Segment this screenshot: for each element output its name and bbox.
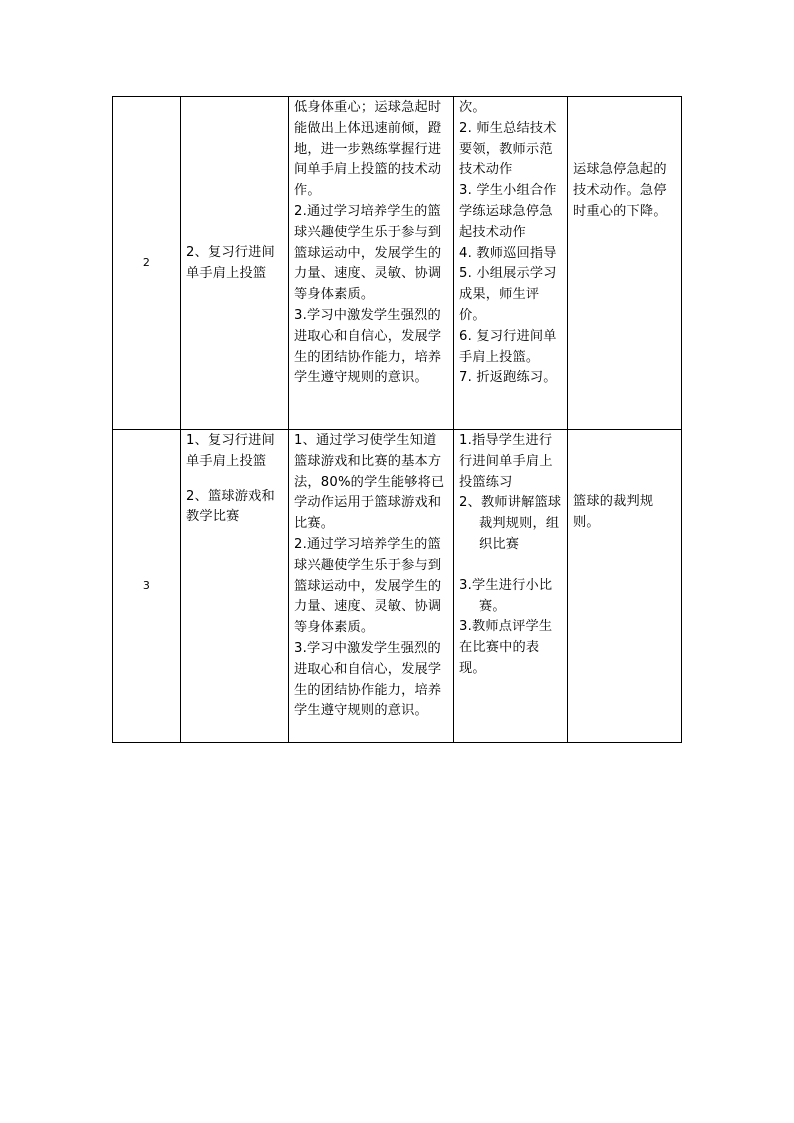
teaching-method-item: 2、教师讲解篮球裁判规则，组织比赛: [459, 495, 562, 552]
teaching-objective-text: 1、通过学习使学生知道篮球游戏和比赛的基本方法，80%的学生能够将已学动作运用于篮球游戏和比赛。 2.通过学习培养学生的篮球兴趣使学生乐于参与到篮球运动中，发展学生的力量、速度、灵敏、协调等身体素质。 3.学习中激发学生强烈的进取心和自信心，发展学生的团结协作能力，培养学生遵守规则的意识。: [294, 433, 445, 719]
key-points-text: 运球急停急起的技术动作。急停时重心的下降。: [573, 162, 667, 219]
teaching-content-cell: [181, 430, 289, 743]
lesson-plan-table: [112, 96, 682, 743]
teaching-method-item: 3. 学生小组合作学练运球急停急起技术动作: [459, 183, 557, 240]
teaching-method-item: 1.指导学生进行行进间单手肩上投篮练习: [459, 433, 553, 490]
table-row: [113, 97, 682, 430]
teaching-method-item: 7. 折返跑练习。: [459, 370, 557, 386]
teaching-content-cell: [181, 97, 289, 430]
key-points-text: 篮球的裁判规则。: [573, 494, 654, 530]
teaching-content-item: 2、复习行进间单手肩上投篮: [186, 244, 275, 281]
teaching-objective-text: 低身体重心；运球急起时能做出上体迅速前倾，蹬地，进一步熟练掌握行进间单手肩上投篮的技术动作。 2.通过学习培养学生的篮球兴趣使学生乐于参与到篮球运动中，发展学生的力量、速度、灵敏、协调等身体素质。 3.学习中激发学生强烈的进取心和自信心，发展学生的团结协作能力，培养学生遵守规则的意识。: [294, 100, 442, 386]
teaching-method-item: 5. 小组展示学习成果，师生评价。: [459, 266, 557, 323]
teaching-method-cell: [454, 430, 568, 743]
lesson-number-cell: [113, 97, 181, 430]
teaching-method-item: 2. 师生总结技术要领，教师示范技术动作: [459, 120, 557, 178]
teaching-objective-cell: [289, 430, 454, 743]
lesson-number-cell: [113, 430, 181, 743]
key-points-cell: [568, 97, 682, 430]
table-row: [113, 430, 682, 743]
teaching-method-spacer: [459, 556, 563, 576]
teaching-method-item: 4. 教师巡回指导: [459, 245, 557, 261]
teaching-method-item: 3.教师点评学生在比赛中的表现。: [459, 619, 553, 676]
lesson-number: 2: [142, 255, 151, 269]
teaching-content-item: 1、复习行进间单手肩上投篮: [186, 433, 275, 469]
teaching-method-item: 6. 复习行进间单手肩上投篮。: [459, 328, 557, 365]
teaching-method-cell: [454, 97, 568, 430]
teaching-content-item: 2、篮球游戏和教学比赛: [186, 488, 275, 525]
teaching-method-item: 3.学生进行小比赛。: [459, 577, 553, 614]
key-points-cell: [568, 430, 682, 743]
teaching-method-item: 次。: [459, 100, 486, 115]
teaching-objective-cell: [289, 97, 454, 430]
lesson-number: 3: [142, 578, 151, 592]
